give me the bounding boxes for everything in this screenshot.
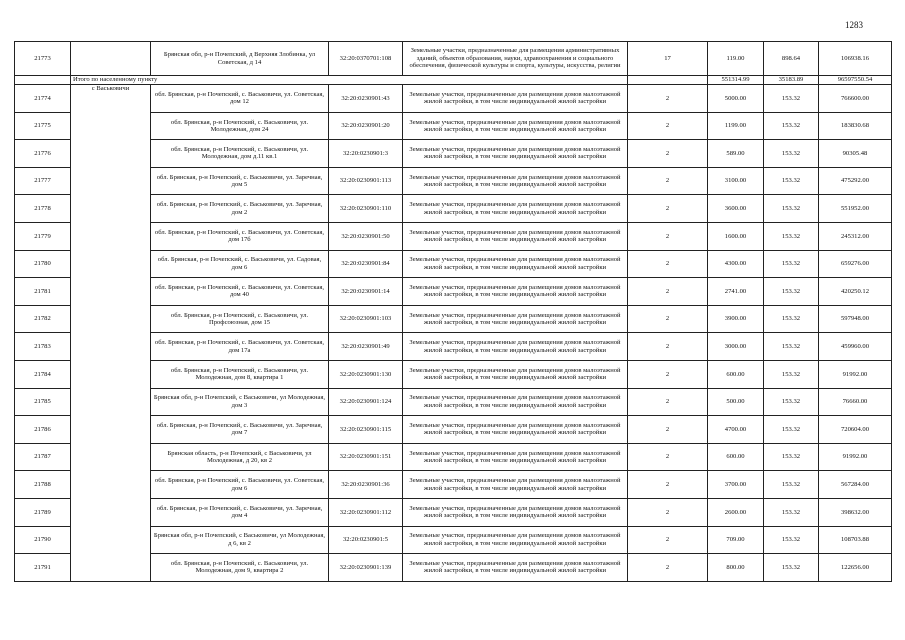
row-value: 91992.00	[819, 360, 892, 388]
row-id: 21786	[15, 416, 71, 444]
row-rate: 153.32	[764, 278, 819, 306]
row-rate: 153.32	[764, 443, 819, 471]
row-cadastral-number: 32:20:0230901:139	[329, 554, 403, 582]
row-rate: 153.32	[764, 360, 819, 388]
row-purpose: Земельные участки, предназначенные для размещения домов малоэтажной жилой застройки, в том числе индивидуальной жилой застройки	[403, 471, 628, 499]
row-group: 2	[628, 526, 708, 554]
row-cadastral-number: 32:20:0230901:50	[329, 222, 403, 250]
row-purpose: Земельные участки, предназначенные для размещения домов малоэтажной жилой застройки, в том числе индивидуальной жилой застройки	[403, 498, 628, 526]
row-group: 2	[628, 443, 708, 471]
row-id: 21774	[15, 85, 71, 113]
row-group: 2	[628, 140, 708, 168]
row-cadastral-number: 32:20:0230901:36	[329, 471, 403, 499]
row-rate: 153.32	[764, 416, 819, 444]
row-rate: 153.32	[764, 167, 819, 195]
row-purpose: Земельные участки, предназначенные для размещения домов малоэтажной жилой застройки, в том числе индивидуальной жилой застройки	[403, 112, 628, 140]
row-id: 21783	[15, 333, 71, 361]
row-value: 459960.00	[819, 333, 892, 361]
row-group: 2	[628, 167, 708, 195]
row-value: 420250.12	[819, 278, 892, 306]
row-purpose: Земельные участки, предназначенные для размещения домов малоэтажной жилой застройки, в том числе индивидуальной жилой застройки	[403, 85, 628, 113]
row-cadastral-number: 32:20:0230901:103	[329, 305, 403, 333]
row-area: 4300.00	[708, 250, 764, 278]
row-area: 3900.00	[708, 305, 764, 333]
row-cadastral-number: 32:20:0230901:112	[329, 498, 403, 526]
row-value: 91992.00	[819, 443, 892, 471]
row-id: 21773	[15, 42, 71, 76]
row-id: 21782	[15, 305, 71, 333]
row-area: 2741.00	[708, 278, 764, 306]
row-id: 21777	[15, 167, 71, 195]
row-cadastral-number: 32:20:0230901:151	[329, 443, 403, 471]
row-id: 21784	[15, 360, 71, 388]
row-id: 21791	[15, 554, 71, 582]
row-cadastral-number: 32:20:0230901:84	[329, 250, 403, 278]
table-row	[15, 42, 892, 76]
row-group: 2	[628, 471, 708, 499]
row-area: 500.00	[708, 388, 764, 416]
row-cadastral-number: 32:20:0230901:124	[329, 388, 403, 416]
row-cadastral-number: 32:20:0230901:130	[329, 360, 403, 388]
row-rate: 153.32	[764, 250, 819, 278]
row-value: 108703.88	[819, 526, 892, 554]
row-value: 567284.00	[819, 471, 892, 499]
row-area: 589.00	[708, 140, 764, 168]
row-area: 2600.00	[708, 498, 764, 526]
row-cadastral-number: 32:20:0230901:20	[329, 112, 403, 140]
row-rate: 898.64	[764, 42, 819, 76]
row-id: 21788	[15, 471, 71, 499]
row-group: 2	[628, 305, 708, 333]
row-area: 600.00	[708, 443, 764, 471]
total-value: 96597550.54	[819, 76, 892, 85]
row-value: 398632.00	[819, 498, 892, 526]
row-id: 21779	[15, 222, 71, 250]
row-purpose: Земельные участки, предназначенные для размещения домов малоэтажной жилой застройки, в том числе индивидуальной жилой застройки	[403, 526, 628, 554]
row-purpose: Земельные участки, предназначенные для размещения домов малоэтажной жилой застройки, в том числе индивидуальной жилой застройки	[403, 195, 628, 223]
row-address: обл. Брянская, р-н Почепский, с. Васьковичи, ул. Советская, дом 12	[151, 85, 329, 113]
row-rate: 153.32	[764, 222, 819, 250]
row-purpose: Земельные участки, предназначенные для размещения домов малоэтажной жилой застройки, в том числе индивидуальной жилой застройки	[403, 554, 628, 582]
row-area: 3100.00	[708, 167, 764, 195]
row-area: 5000.00	[708, 85, 764, 113]
row-value: 106938.16	[819, 42, 892, 76]
row-cadastral-number: 32:20:0230901:49	[329, 333, 403, 361]
row-cadastral-number: 32:20:0230901:5	[329, 526, 403, 554]
row-purpose: Земельные участки, предназначенные для размещения домов малоэтажной жилой застройки, в том числе индивидуальной жилой застройки	[403, 250, 628, 278]
row-address: обл. Брянская, р-н Почепский, с. Васьковичи, ул. Садовая, дом 6	[151, 250, 329, 278]
row-cadastral-number: 32:20:0230901:14	[329, 278, 403, 306]
row-rate: 153.32	[764, 471, 819, 499]
row-group: 2	[628, 278, 708, 306]
total-rate: 35183.89	[764, 76, 819, 85]
total-spacer	[15, 76, 71, 85]
row-address: обл. Брянская, р-н Почепский, с. Васьковичи, ул. Советская, дом 17б	[151, 222, 329, 250]
row-cadastral-number: 32:20:0230901:110	[329, 195, 403, 223]
row-purpose: Земельные участки, предназначенные для размещения домов малоэтажной жилой застройки, в том числе индивидуальной жилой застройки	[403, 305, 628, 333]
row-cadastral-number: 32:20:0230901:113	[329, 167, 403, 195]
row-group: 17	[628, 42, 708, 76]
row-address: Брянская обл, р-н Почепский, с Васьковичи, ул Молодежная, дом 3	[151, 388, 329, 416]
row-cadastral-number: 32:20:0230901:43	[329, 85, 403, 113]
row-address: обл. Брянская, р-н Почепский, с. Васьковичи, ул. Заречная, дом 4	[151, 498, 329, 526]
row-address: обл. Брянская, р-н Почепский, с. Васьковичи, ул. Профсоюзная, дом 15	[151, 305, 329, 333]
row-value: 245312.00	[819, 222, 892, 250]
settlement-total-row	[15, 76, 892, 85]
row-value: 122656.00	[819, 554, 892, 582]
row-address: Брянская обл, р-н Почепский, д Верхняя Злобинка, ул Советская, д 14	[151, 42, 329, 76]
total-label: Итого по населенному пункту	[71, 76, 628, 85]
total-area: 551314.99	[708, 76, 764, 85]
row-group: 2	[628, 333, 708, 361]
row-area: 119.00	[708, 42, 764, 76]
cadastral-value-table	[14, 41, 892, 582]
row-area: 3600.00	[708, 195, 764, 223]
row-area: 1600.00	[708, 222, 764, 250]
row-value: 551952.00	[819, 195, 892, 223]
row-address: обл. Брянская, р-н Почепский, с. Васьковичи, ул. Молодежная, дом д.11 кв.1	[151, 140, 329, 168]
row-rate: 153.32	[764, 388, 819, 416]
row-purpose: Земельные участки, предназначенные для размещения домов малоэтажной жилой застройки, в том числе индивидуальной жилой застройки	[403, 140, 628, 168]
row-purpose: Земельные участки, предназначенные для размещения домов малоэтажной жилой застройки, в том числе индивидуальной жилой застройки	[403, 360, 628, 388]
table-row	[15, 85, 892, 113]
row-value: 766600.00	[819, 85, 892, 113]
table-body	[15, 42, 892, 582]
row-value: 90305.48	[819, 140, 892, 168]
row-id: 21790	[15, 526, 71, 554]
row-id: 21785	[15, 388, 71, 416]
row-address: Брянская область, р-н Почепский, с Васьковичи, ул Молодежная, д 20, кв 2	[151, 443, 329, 471]
row-id: 21775	[15, 112, 71, 140]
row-purpose: Земельные участки, предназначенные для размещения домов малоэтажной жилой застройки, в том числе индивидуальной жилой застройки	[403, 222, 628, 250]
row-group: 2	[628, 388, 708, 416]
row-address: обл. Брянская, р-н Почепский, с. Васьковичи, ул. Заречная, дом 2	[151, 195, 329, 223]
row-purpose: Земельные участки, предназначенные для размещения домов малоэтажной жилой застройки, в том числе индивидуальной жилой застройки	[403, 333, 628, 361]
row-purpose: Земельные участки, предназначенные для размещения домов малоэтажной жилой застройки, в том числе индивидуальной жилой застройки	[403, 278, 628, 306]
row-purpose: Земельные участки, предназначенные для размещения административных зданий, объектов образования, науки, здравоохранения и социального обеспечения, физической культуры и спорта, культуры, искусства, религии	[403, 42, 628, 76]
row-area: 800.00	[708, 554, 764, 582]
row-rate: 153.32	[764, 333, 819, 361]
page-number: 1283	[845, 20, 863, 30]
row-area: 3000.00	[708, 333, 764, 361]
row-area: 1199.00	[708, 112, 764, 140]
row-cadastral-number: 32:20:0230901:115	[329, 416, 403, 444]
row-value: 659276.00	[819, 250, 892, 278]
row-cadastral-number: 32:20:0230901:3	[329, 140, 403, 168]
row-rate: 153.32	[764, 140, 819, 168]
row-id: 21780	[15, 250, 71, 278]
row-address: обл. Брянская, р-н Почепский, с. Васьковичи, ул. Советская, дом 17а	[151, 333, 329, 361]
row-rate: 153.32	[764, 195, 819, 223]
row-address: обл. Брянская, р-н Почепский, с. Васьковичи, ул. Молодежная, дом 24	[151, 112, 329, 140]
row-purpose: Земельные участки, предназначенные для размещения домов малоэтажной жилой застройки, в том числе индивидуальной жилой застройки	[403, 167, 628, 195]
settlement-name: с Васьковичи	[71, 85, 151, 582]
row-address: обл. Брянская, р-н Почепский, с. Васьковичи, ул. Заречная, дом 5	[151, 167, 329, 195]
row-area: 600.00	[708, 360, 764, 388]
row-value: 76660.00	[819, 388, 892, 416]
row-rate: 153.32	[764, 305, 819, 333]
total-spacer	[628, 76, 708, 85]
row-group: 2	[628, 416, 708, 444]
row-group: 2	[628, 222, 708, 250]
row-id: 21789	[15, 498, 71, 526]
row-rate: 153.32	[764, 112, 819, 140]
row-value: 475292.00	[819, 167, 892, 195]
row-area: 3700.00	[708, 471, 764, 499]
row-purpose: Земельные участки, предназначенные для размещения домов малоэтажной жилой застройки, в том числе индивидуальной жилой застройки	[403, 443, 628, 471]
row-address: обл. Брянская, р-н Почепский, с. Васьковичи, ул. Молодежная, дом 8, квартира 1	[151, 360, 329, 388]
row-address: обл. Брянская, р-н Почепский, с. Васьковичи, ул. Советская, дом 6	[151, 471, 329, 499]
row-address: Брянская обл, р-н Почепский, с Васьковичи, ул Молодежная, д 6, кв 2	[151, 526, 329, 554]
row-value: 597948.00	[819, 305, 892, 333]
row-id: 21778	[15, 195, 71, 223]
row-area: 4700.00	[708, 416, 764, 444]
row-area: 709.00	[708, 526, 764, 554]
row-rate: 153.32	[764, 498, 819, 526]
row-purpose: Земельные участки, предназначенные для размещения домов малоэтажной жилой застройки, в том числе индивидуальной жилой застройки	[403, 416, 628, 444]
row-value: 183830.68	[819, 112, 892, 140]
row-id: 21787	[15, 443, 71, 471]
row-rate: 153.32	[764, 85, 819, 113]
row-address: обл. Брянская, р-н Почепский, с. Васьковичи, ул. Советская, дом 40	[151, 278, 329, 306]
row-id: 21781	[15, 278, 71, 306]
row-id: 21776	[15, 140, 71, 168]
row-group: 2	[628, 554, 708, 582]
row-address: обл. Брянская, р-н Почепский, с. Васьковичи, ул. Молодежная, дом 9, квартира 2	[151, 554, 329, 582]
row-address: обл. Брянская, р-н Почепский, с. Васьковичи, ул. Заречная, дом 7	[151, 416, 329, 444]
row-rate: 153.32	[764, 526, 819, 554]
row-group: 2	[628, 112, 708, 140]
row-cadastral-number: 32:20:0370701:108	[329, 42, 403, 76]
row-group: 2	[628, 85, 708, 113]
row-group: 2	[628, 195, 708, 223]
row-value: 720604.00	[819, 416, 892, 444]
settlement-cell	[71, 42, 151, 76]
row-group: 2	[628, 498, 708, 526]
row-purpose: Земельные участки, предназначенные для размещения домов малоэтажной жилой застройки, в том числе индивидуальной жилой застройки	[403, 388, 628, 416]
row-rate: 153.32	[764, 554, 819, 582]
row-group: 2	[628, 250, 708, 278]
row-group: 2	[628, 360, 708, 388]
